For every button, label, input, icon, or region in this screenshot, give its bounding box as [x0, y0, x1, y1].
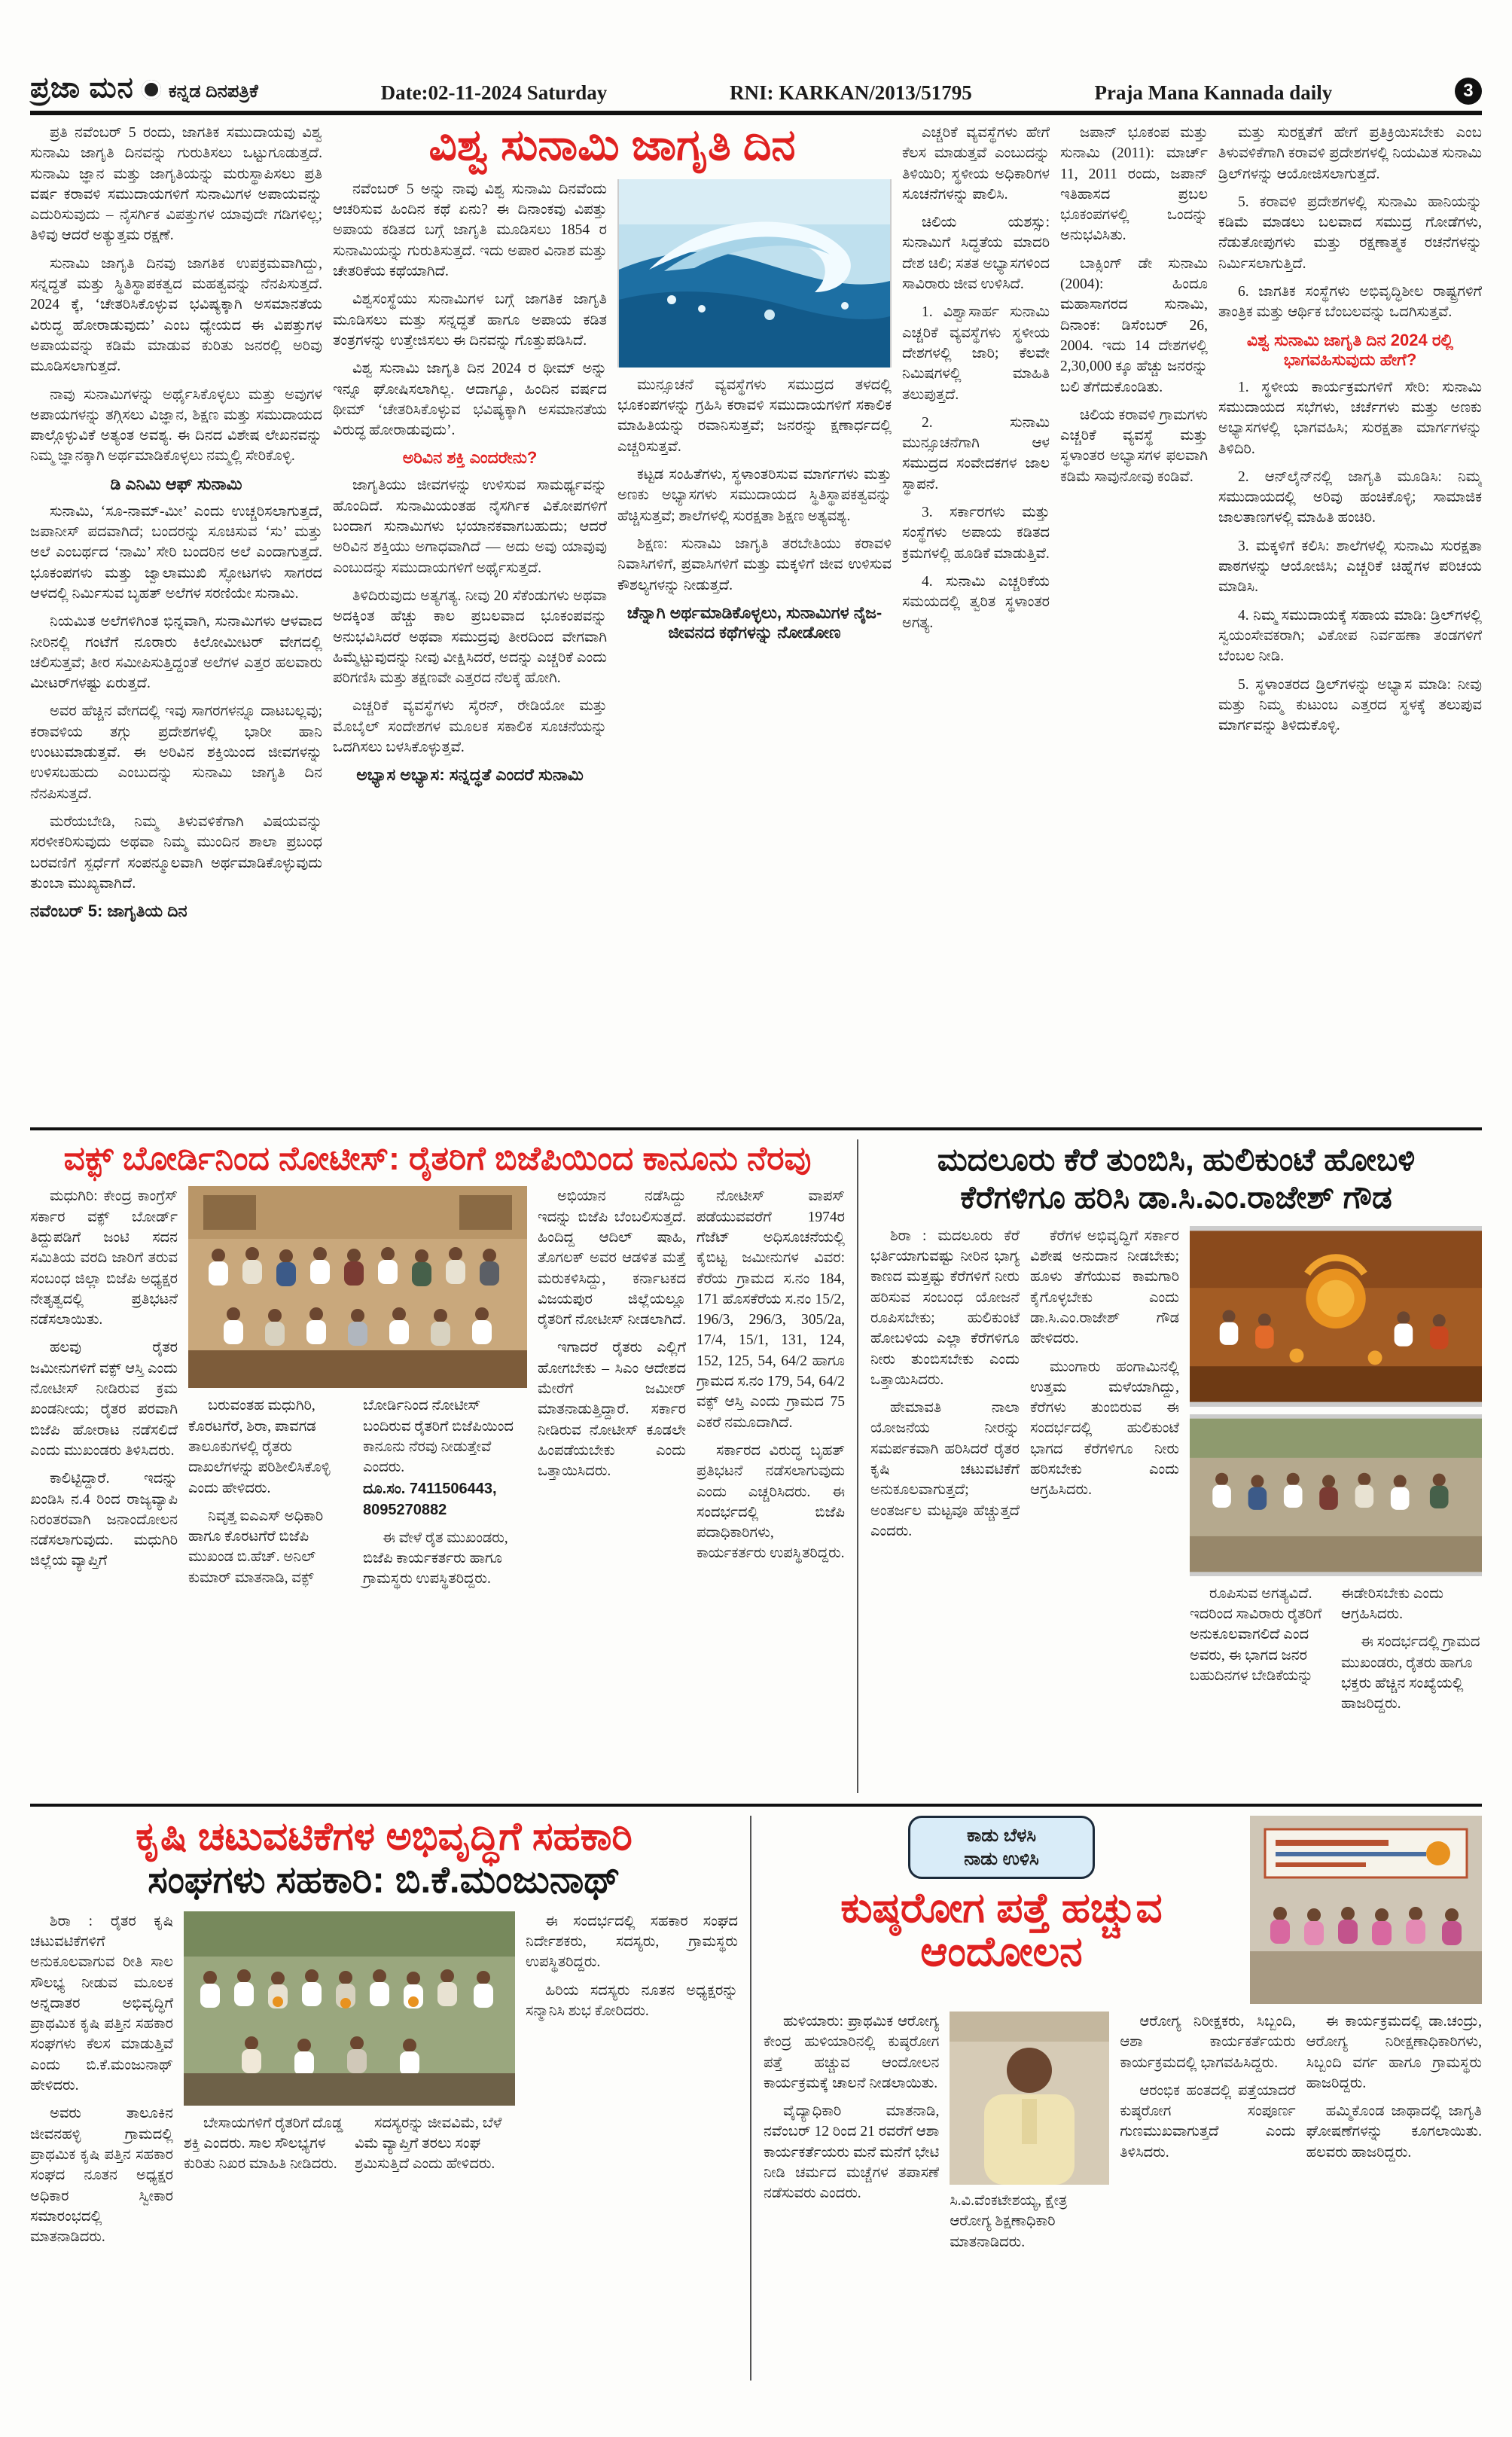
leprosy-col3-text [1120, 2012, 1295, 2163]
tsunami-col1-bottom [30, 502, 322, 894]
kere-pooja-photo [1190, 1226, 1482, 1407]
kere-headline-line2: ಕೆರೆಗಳಿಗೂ ಹರಿಸಿ ಡಾ.ಸಿ.ಎಂ.ರಾಜೇಶ್ ಗೌಡ [960, 1179, 1392, 1215]
krishi-column-1 [30, 1911, 173, 2381]
tsunami-headline: ವಿಶ್ವ ಸುನಾಮಿ ಜಾಗೃತಿ ದಿನ [428, 120, 796, 169]
waqf-body [30, 1186, 845, 1793]
waqf-column-b [538, 1186, 686, 1793]
body-paragraph: ರೂಪಿಸುವ ಅಗತ್ಯವಿದೆ. ಇದರಿಂದ ಸಾವಿರಾರು ರೈತರಿಗೆ ಅನುಕೂಲವಾಗಲಿದೆ ಎಂದ ಅವರು, ಈ ಭಾಗದ ಜನರ ಬಹುದಿನಗಳ ಬೇಡಿಕೆಯನ್ನು ಈಡೇರಿಸಬೇಕು ಎಂದು ಆಗ್ರಹಿಸಿದರು. [1190, 1585, 1443, 1684]
edition-date: Date:02-11-2024 Saturday [380, 81, 608, 104]
tsunami-col2-top [333, 179, 607, 441]
waqf-photo-block [188, 1186, 527, 1793]
body-paragraph: ವಿಶ್ವ ಸುನಾಮಿ ಜಾಗೃತಿ ದಿನ 2024 ರ ಥೀಮ್ ಅನ್ನು ಇನ್ನೂ ಘೋಷಿಸಲಾಗಿಲ್ಲ. ಆದಾಗ್ಯೂ, ಹಿಂದಿನ ವರ್ಷದ ಥೀಮ್ ‘ಚೇತರಿಸಿಕೊಳ್ಳುವ ಭವಿಷ್ಯಕ್ಕಾಗಿ ಅಸಮಾನತೆಯ ವಿರುದ್ಧ ಹೋರಾಡುವುದು’. [333, 361, 607, 439]
tsunami-col2-subhead: ಅರಿವಿನ ಶಕ್ತಿ ಎಂದರೇನು? [402, 448, 538, 468]
tsunami-column-4 [902, 123, 1050, 1117]
kere-body [870, 1226, 1482, 1793]
waqf-phone-numbers: ದೂ.ಸಂ. 7411506443, 8095270882 [363, 1480, 497, 1518]
slogan-box [908, 1816, 1095, 1879]
body-paragraph: ಸದಸ್ಯರನ್ನು ಜೀವವಿಮೆ, ಬೆಳೆ ವಿಮೆ ವ್ಯಾಪ್ತಿಗೆ ತರಲು ಸಂಘ ಶ್ರಮಿಸುತ್ತಿದೆ ಎಂದು ಹೇಳಿದರು. [355, 2115, 502, 2173]
body-paragraph: ಹಮ್ಮಿಕೊಂಡ ಜಾಥಾದಲ್ಲಿ ಜಾಗೃತಿ ಘೋಷಣೆಗಳನ್ನು ಕೂಗಲಾಯಿತು. ಹಲವರು ಹಾಜರಿದ್ದರು. [1306, 2103, 1482, 2161]
body-paragraph: ಶಿರಾ : ಮದಲೂರು ಕೆರೆ ಭರ್ತಿಯಾಗುವಷ್ಟು ನೀರಿನ ಭಾಗ್ಯ ಕಾಣದ ಮತ್ತಷ್ಟು ಕೆರೆಗಳಿಗೆ ನೀರು ಹರಿಸುವ ಸಂಬಂಧ ಯೋಜನೆ ರೂಪಿಸಬೇಕು; ಹುಲಿಕುಂಟೆ ಹೋಬಳಿಯ ಎಲ್ಲಾ ಕೆರೆಗಳಿಗೂ ನೀರು ತುಂಬಿಸಬೇಕು ಎಂದು ಒತ್ತಾಯಿಸಿದರು. [870, 1228, 1020, 1388]
body-paragraph: ಈ ಸಂದರ್ಭದಲ್ಲಿ ಸಹಕಾರ ಸಂಘದ ನಿರ್ದೇಶಕರು, ಸದಸ್ಯರು, ಗ್ರಾಮಸ್ಥರು ಉಪಸ್ಥಿತರಿದ್ದರು. [526, 1913, 738, 1971]
body-paragraph: ಚಿಲಿಯ ಯಶಸ್ಸು: ಸುನಾಮಿಗೆ ಸಿದ್ಧತೆಯ ಮಾದರಿ ದೇಶ ಚಿಲಿ; ಸತತ ಅಭ್ಯಾಸಗಳಿಂದ ಸಾವಿರಾರು ಜೀವ ಉಳಿಸಿದೆ. [902, 215, 1050, 293]
waqf-cola-text [30, 1186, 178, 1571]
leprosy-column-4 [1306, 2012, 1482, 2381]
krishi-headline-line1: ಕೃಷಿ ಚಟುವಟಿಕೆಗಳ ಅಭಿವೃದ್ಧಿಗೆ ಸಹಕಾರಿ [136, 1816, 633, 1859]
tsunami-column-5 [1060, 123, 1208, 1117]
krishi-col1-text [30, 1911, 173, 2248]
tsunami-col6-top [1218, 123, 1482, 323]
kere-under-photo-text [1190, 1584, 1482, 1715]
vertical-divider-2 [750, 1816, 751, 2381]
body-paragraph: ಶಿಕ್ಷಣ: ಸುನಾಮಿ ಜಾಗೃತಿ ತರಬೇತಿಯು ಕರಾವಳಿ ನಿವಾಸಿಗಳಿಗೆ, ಪ್ರವಾಸಿಗಳಿಗೆ ಮತ್ತು ಮಕ್ಕಳಿಗೆ ಜೀವ ಉಳಿಸುವ ಕೌಶಲ್ಯಗಳನ್ನು ನೀಡುತ್ತದೆ. [617, 535, 892, 593]
body-paragraph: ಇಗಾದರೆ ರೈತರು ಎಲ್ಲಿಗೆ ಹೋಗಬೇಕು – ಸಿಎಂ ಆದೇಶದ ಮೇರೆಗೆ ಜಮೀರ್ ಮಾತನಾಡುತ್ತಿದ್ದಾರೆ. ಸರ್ಕಾರ ನೀಡಿರುವ ನೋಟೀಸ್ ಕೂಡಲೇ ಹಿಂಪಡೆಯಬೇಕು ಎಂದು ಒತ್ತಾಯಿಸಿದರು. [538, 1340, 686, 1480]
tsunami-col4-text [902, 123, 1050, 633]
body-paragraph: ಈ ಕಾರ್ಯಕ್ರಮದಲ್ಲಿ ಡಾ.ಚಂದ್ರು, ಆರೋಗ್ಯ ನಿರೀಕ್ಷಣಾಧಿಕಾರಿಗಳು, ಸಿಬ್ಬಂದಿ ವರ್ಗ ಹಾಗೂ ಗ್ರಾಮಸ್ಥರು ಹಾಜರಿದ್ದರು. [1306, 2014, 1482, 2091]
leprosy-headline: ಕುಷ್ಠರೋಗ ಪತ್ತೆ ಹಚ್ಚುವ ಆಂದೋಲನ [840, 1884, 1163, 1975]
body-paragraph: 1. ವಿಶ್ವಾಸಾರ್ಹ ಸುನಾಮಿ ಎಚ್ಚರಿಕೆ ವ್ಯವಸ್ಥೆಗಳು ಸ್ಥಳೀಯ ದೇಶಗಳಲ್ಲಿ ಜಾರಿ; ಕೆಲವೇ ನಿಮಿಷಗಳಲ್ಲಿ ಮಾಹಿತಿ ತಲುಪುತ್ತದೆ. [902, 304, 1050, 403]
waqf-press-meet-photo [188, 1186, 527, 1388]
leprosy-columns [764, 2012, 1482, 2381]
body-paragraph: ಮರೆಯಬೇಡಿ, ನಿಮ್ಮ ತಿಳುವಳಿಕೆಗಾಗಿ ವಿಷಯವನ್ನು ಸರಳೀಕರಿಸುವುದು ಅಥವಾ ನಿಮ್ಮ ಮುಂದಿನ ಶಾಲಾ ಪ್ರಬಂಧ ಬರವಣಿಗೆ ಸ್ಪರ್ಧೆಗೆ ಸಂಪನ್ಮೂಲವಾಗಿ ಅರ್ಥಮಾಡಿಕೊಳ್ಳುವುದು ತುಂಬಾ ಮುಖ್ಯವಾಗಿದೆ. [30, 813, 322, 892]
tsunami-col5-text [1060, 123, 1208, 487]
krishi-headline-line2: ಸಂಘಗಳು ಸಹಕಾರಿ: ಬಿ.ಕೆ.ಮಂಜುನಾಥ್ [148, 1859, 620, 1902]
body-paragraph: ಕಾಲಿಟ್ಟಿದ್ದಾರೆ. ಇದನ್ನು ಖಂಡಿಸಿ ನ.4 ರಿಂದ ರಾಜ್ಯವ್ಯಾಪಿ ನಿರಂತರವಾಗಿ ಜನಾಂದೋಲನ ನಡೆಸಲಾಗುವುದು. ಮಧುಗಿರಿ ಜಿಲ್ಲೆಯ ವ್ಯಾಪ್ತಿಗೆ [30, 1471, 178, 1569]
waqf-column-a [30, 1186, 178, 1793]
body-paragraph: 1. ಸ್ಥಳೀಯ ಕಾರ್ಯಕ್ರಮಗಳಿಗೆ ಸೇರಿ: ಸುನಾಮಿ ಸಮುದಾಯದ ಸಭೆಗಳು, ಚರ್ಚೆಗಳು ಮತ್ತು ಅಣಕು ಅಭ್ಯಾಸಗಳಲ್ಲಿ ಭಾಗವಹಿಸಿ; ಸುರಕ್ಷತಾ ಮಾರ್ಗಗಳನ್ನು ತಿಳಿದಿರಿ. [1218, 379, 1482, 457]
waqf-under-photo-text [188, 1395, 527, 1596]
leprosy-campaign-photo [1250, 1816, 1482, 2004]
waqf-colb-text [538, 1186, 686, 1481]
body-paragraph: ನಾವು ಸುನಾಮಿಗಳನ್ನು ಅರ್ಥೈಸಿಕೊಳ್ಳಲು ಮತ್ತು ಅವುಗಳ ಅಪಾಯಗಳನ್ನು ತಗ್ಗಿಸಲು ವಿಜ್ಞಾನ, ಶಿಕ್ಷಣ ಮತ್ತು ಸಮುದಾಯದ ಪಾಲ್ಗೊಳ್ಳುವಿಕೆ ಅತ್ಯಂತ ಅವಶ್ಯ. ಈ ದಿನದ ವಿಶೇಷ ಲೇಖನವನ್ನು ನಿಮ್ಮ ಜ್ಞಾನಕ್ಕಾಗಿ ಅರ್ಥಮಾಡಿಕೊಳ್ಳಲು ನಮ್ಮಲ್ಲಿ ಸೇರಿಕೊಳ್ಳಿ. [30, 386, 322, 465]
body-paragraph: ಬೇಸಾಯಗಳಿಗೆ ರೈತರಿಗೆ ದೊಡ್ಡ ಶಕ್ತಿ ಎಂದರು. ಸಾಲ ಸೌಲಭ್ಯಗಳ ಕುರಿತು ನಿಖರ ಮಾಹಿತಿ ನೀಡಿದರು. [184, 2115, 343, 2173]
body-paragraph: ಈ ಸಂದರ್ಭದಲ್ಲಿ ಗ್ರಾಮದ ಮುಖಂಡರು, ರೈತರು ಹಾಗೂ ಭಕ್ತರು ಹೆಚ್ಚಿನ ಸಂಖ್ಯೆಯಲ್ಲಿ ಹಾಜರಿದ್ದರು. [1341, 1634, 1480, 1713]
krishi-column-3 [526, 1911, 738, 2381]
body-paragraph: 3. ಮಕ್ಕಳಿಗೆ ಕಲಿಸಿ: ಶಾಲೆಗಳಲ್ಲಿ ಸುನಾಮಿ ಸುರಕ್ಷತಾ ಪಾಠಗಳನ್ನು ಆಯೋಜಿಸಿ; ಎಚ್ಚರಿಕೆ ಚಿಹ್ನೆಗಳ ಪರಿಚಯ ಮಾಡಿಸಿ. [1218, 538, 1482, 596]
kere-group-photo [1190, 1414, 1482, 1576]
body-paragraph: ಮುನ್ಸೂಚನೆ ವ್ಯವಸ್ಥೆಗಳು ಸಮುದ್ರದ ತಳದಲ್ಲಿ ಭೂಕಂಪಗಳನ್ನು ಗ್ರಹಿಸಿ ಕರಾವಳಿ ಸಮುದಾಯಗಳಿಗೆ ಸಕಾಲಿಕ ಮಾಹಿತಿಯನ್ನು ರವಾನಿಸುತ್ತವೆ; ಜನರನ್ನು ಕ್ಷಣಾರ್ಧದಲ್ಲಿ ಎಚ್ಚರಿಸುತ್ತವೆ. [617, 377, 892, 455]
body-paragraph: ಆರಂಭಿಕ ಹಂತದಲ್ಲಿ ಪತ್ತೆಯಾದರೆ ಕುಷ್ಠರೋಗ ಸಂಪೂರ್ಣ ಗುಣಮುಖವಾಗುತ್ತದೆ ಎಂದು ತಿಳಿಸಿದರು. [1120, 2082, 1296, 2161]
body-paragraph: ಹೇಮಾವತಿ ನಾಲಾ ಯೋಜನೆಯ ನೀರನ್ನು ಸಮರ್ಪಕವಾಗಿ ಹರಿಸಿದರೆ ರೈತರ ಕೃಷಿ ಚಟುವಟಿಕೆಗೆ ಅನುಕೂಲವಾಗುತ್ತದೆ; ಅಂತರ್ಜಲ ಮಟ್ಟವೂ ಹೆಚ್ಚುತ್ತದೆ ಎಂದರು. [870, 1400, 1020, 1539]
kere-headline-line1: ಮದಲೂರು ಕೆರೆ ತುಂಬಿಸಿ, ಹುಲಿಕುಂಟೆ ಹೋಬಳಿ [937, 1142, 1416, 1177]
tsunami-column-1 [30, 123, 322, 1117]
body-paragraph: ಮತ್ತು ಸುರಕ್ಷತೆಗೆ ಹೇಗೆ ಪ್ರತಿಕ್ರಿಯಿಸಬೇಕು ಎಂಬ ತಿಳುವಳಿಕೆಗಾಗಿ ಕರಾವಳಿ ಪ್ರದೇಶಗಳಲ್ಲಿ ನಿಯಮಿತ ಸುನಾಮಿ ಡ್ರಿಲ್‌ಗಳನ್ನು ಆಯೋಜಿಸಲಾಗುತ್ತದೆ. [1218, 125, 1482, 182]
kere-column-1 [870, 1226, 1020, 1793]
body-paragraph: ಆರೋಗ್ಯ ನಿರೀಕ್ಷಕರು, ಸಿಬ್ಬಂದಿ, ಆಶಾ ಕಾರ್ಯಕರ್ತೆಯರು ಕಾರ್ಯಕ್ರಮದಲ್ಲಿ ಭಾಗವಹಿಸಿದ್ದರು. [1120, 2014, 1296, 2071]
tsunami-col6-bottom [1218, 377, 1482, 737]
tsunami-center-columns [333, 179, 892, 1117]
newspaper-brand [30, 72, 258, 105]
leprosy-col1-text [764, 2012, 939, 2204]
krishi-felicitation-photo [184, 1911, 515, 2106]
body-paragraph: ನೋಟೀಸ್ ವಾಪಸ್ ಪಡೆಯುವವರೆಗೆ 1974ರ ಗೆಜೆಟ್ ಅಧಿಸೂಚನೆಯಲ್ಲಿ ಕೈಬಿಟ್ಟ ಜಮೀನುಗಳ ವಿವರ: ಕೆರೆಯ ಗ್ರಾಮದ ಸ.ನಂ 184, 171 ಹೊಸಕೆರೆಯ ಸ.ನಂ 15/2, 196/3, 296/3, 305/2a, 17/4, 15/1, 131, 124, 152, 125, 54, 64/2 ಹಾಗೂ ಗ್ರಾಮದ ಸ.ನಂ 179, 54, 64/2 ವಕ್ಫ್ ಆಸ್ತಿ ಎಂದು ಗ್ರಾಮದ 75 ಎಕರೆ ನಮೂದಾಗಿದೆ. [697, 1188, 845, 1431]
waqf-colc-text [697, 1186, 845, 1563]
tsunami-column-2 [333, 179, 607, 1117]
kere-headline [870, 1141, 1482, 1217]
leprosy-headline-block [764, 1816, 1239, 2004]
brand-subtitle: ಕನ್ನಡ ದಿನಪತ್ರಿಕೆ [168, 81, 258, 102]
masthead [0, 0, 1512, 111]
kere-col1-text [870, 1226, 1020, 1542]
body-paragraph: 2. ಸುನಾಮಿ ಮುನ್ಸೂಚನೆಗಾಗಿ ಆಳ ಸಮುದ್ರದ ಸಂವೇದಕಗಳ ಜಾಲ ಸ್ಥಾಪನೆ. [902, 414, 1050, 493]
tsunami-column-6 [1218, 123, 1482, 1117]
body-paragraph: ಚಿಲಿಯ ಕರಾವಳಿ ಗ್ರಾಮಗಳು ಎಚ್ಚರಿಕೆ ವ್ಯವಸ್ಥೆ ಮತ್ತು ಸ್ಥಳಾಂತರ ಅಭ್ಯಾಸಗಳ ಫಲವಾಗಿ ಕಡಿಮೆ ಸಾವುನೋವು ಕಂಡಿವೆ. [1060, 407, 1208, 485]
tsunami-center-block [333, 120, 892, 1117]
body-paragraph: ಅಭಿಯಾನ ನಡೆಸಿದ್ದು ಇದನ್ನು ಬಿಜೆಪಿ ಬೆಂಬಲಿಸುತ್ತದೆ. ಹಿಂದಿದ್ದ ಆದಿಲ್ ಷಾಹಿ, ತೊಗಲಕ್ ಅವರ ಆಡಳಿತ ಮತ್ತೆ ಮರುಕಳಿಸಿದ್ದು, ಕರ್ನಾಟಕದ ವಿಜಯಪುರ ಜಿಲ್ಲೆಯಲ್ಲೂ ರೈತರಿಗೆ ನೋಟೀಸ್ ನೀಡಲಾಗಿದೆ. [538, 1188, 686, 1328]
page-number-badge: 3 [1455, 78, 1482, 105]
article-kere [870, 1139, 1482, 1793]
body-paragraph: ಶಿರಾ : ರೈತರ ಕೃಷಿ ಚಟುವಟಿಕೆಗಳಿಗೆ ಅನುಕೂಲವಾಗುವ ರೀತಿ ಸಾಲ ಸೌಲಭ್ಯ ನೀಡುವ ಮೂಲಕ ಅನ್ನದಾತರ ಅಭಿವೃದ್ಧಿಗೆ ಪ್ರಾಥಮಿಕ ಕೃಷಿ ಪತ್ತಿನ ಸಹಕಾರ ಸಂಘಗಳು ಕೆಲಸ ಮಾಡುತ್ತಿವೆ ಎಂದು ಬಿ.ಕೆ.ಮಂಜುನಾಥ್ ಹೇಳಿದರು. [30, 1913, 173, 2094]
rni-number: RNI: KARKAN/2013/51795 [730, 81, 972, 104]
leprosy-top-row [764, 1816, 1482, 2004]
tsunami-col6-subhead: ವಿಶ್ವ ಸುನಾಮಿ ಜಾಗೃತಿ ದಿನ 2024 ರಲ್ಲಿ ಭಾಗವಹಿಸುವುದು ಹೇಗೆ? [1246, 330, 1454, 369]
leprosy-speaker-caption: ಸಿ.ವಿ.ವೆಂಕಟೇಶಯ್ಯ, ಕ್ಷೇತ್ರ ಆರೋಗ್ಯ ಶಿಕ್ಷಣಾಧಿಕಾರಿ ಮಾತನಾಡಿದರು. [950, 2193, 1068, 2250]
slogan-line2: ನಾಡು ಉಳಿಸಿ [964, 1849, 1039, 1870]
article-krishi [30, 1816, 738, 2381]
tsunami-column-3 [617, 179, 892, 1117]
brand-kannada-title: ಪ್ರಜಾ ಮನ [30, 72, 134, 104]
body-paragraph: ಬರುವಂತಹ ಮಧುಗಿರಿ, ಕೊರಟಗೆರೆ, ಶಿರಾ, ಪಾವಗಡ ತಾಲೂಕುಗಳಲ್ಲಿ ರೈತರು ದಾಖಲೆಗಳನ್ನು ಪರಿಶೀಲಿಸಿಕೊಳ್ಳಿ ಎಂದು ಹೇಳಿದರು. [188, 1398, 331, 1496]
body-paragraph: ಜಪಾನ್ ಭೂಕಂಪ ಮತ್ತು ಸುನಾಮಿ (2011): ಮಾರ್ಚ್ 11, 2011 ರಂದು, ಜಪಾನ್ ಇತಿಹಾಸದ ಪ್ರಬಲ ಭೂಕಂಪಗಳಲ್ಲಿ ಒಂದನ್ನು ಅನುಭವಿಸಿತು. [1060, 125, 1208, 244]
body-paragraph: ಪ್ರತಿ ನವೆಂಬರ್ 5 ರಂದು, ಜಾಗತಿಕ ಸಮುದಾಯವು ವಿಶ್ವ ಸುನಾಮಿ ಜಾಗೃತಿ ದಿನವನ್ನು ಗುರುತಿಸಲು ಒಟ್ಟುಗೂಡುತ್ತದೆ. ಸುನಾಮಿ ಜ್ಞಾನ ಮತ್ತು ಜಾಗೃತಿಯನ್ನು ಮರುಸ್ಥಾಪಿಸಲು ಪ್ರತಿ ವರ್ಷ ಕರಾವಳಿ ಸಮುದಾಯಗಳಿಗೆ ಸುನಾಮಿಗಳ ಅಪಾಯವನ್ನು ಎದುರಿಸುವುದು – ನೈಸರ್ಗಿಕ ವಿಪತ್ತುಗಳ ಯಾವುದೇ ಗಡಿಗಳಿಲ್ಲ; ತಿಳಿವು ಆದರೆ ಅತ್ಯುತ್ತಮ ರಕ್ಷಣೆ. [30, 125, 322, 244]
body-paragraph: ಅವರು ತಾಲೂಕಿನ ಜೀವನಹಳ್ಳಿ ಗ್ರಾಮದಲ್ಲಿ ಪ್ರಾಥಮಿಕ ಕೃಷಿ ಪತ್ತಿನ ಸಹಕಾರ ಸಂಘದ ನೂತನ ಅಧ್ಯಕ್ಷರ ಅಧಿಕಾರ ಸ್ವೀಕಾರ ಸಮಾರಂಭದಲ್ಲಿ ಮಾತನಾಡಿದರು. [30, 2106, 173, 2246]
tsunami-col1-subhead: ಡಿ ಎನಿಮಿ ಆಫ್ ಸುನಾಮಿ [110, 474, 242, 493]
krishi-under-photo-text [184, 2113, 515, 2182]
brand-emblem-icon [142, 80, 161, 99]
body-paragraph: 5. ಕರಾವಳಿ ಪ್ರದೇಶಗಳಲ್ಲಿ ಸುನಾಮಿ ಹಾನಿಯನ್ನು ಕಡಿಮೆ ಮಾಡಲು ಬಲವಾದ ಸಮುದ್ರ ಗೋಡೆಗಳು, ನೆಡುತೋಪುಗಳು ಮತ್ತು ರಕ್ಷಣಾತ್ಮಕ ರಚನೆಗಳನ್ನು ನಿರ್ಮಿಸಲಾಗುತ್ತಿದೆ. [1218, 194, 1482, 272]
body-paragraph: ನಿಯಮಿತ ಅಲೆಗಳಿಗಿಂತ ಭಿನ್ನವಾಗಿ, ಸುನಾಮಿಗಳು ಆಳವಾದ ನೀರಿನಲ್ಲಿ ಗಂಟೆಗೆ ನೂರಾರು ಕಿಲೋಮೀಟರ್ ವೇಗದಲ್ಲಿ ಚಲಿಸುತ್ತವೆ; ತೀರ ಸಮೀಪಿಸುತ್ತಿದ್ದಂತೆ ಅಲೆಗಳ ಎತ್ತರ ಹಲವಾರು ಮೀಟರ್‌ಗಳಷ್ಟು ಏರುತ್ತದೆ. [30, 614, 322, 692]
krishi-body [30, 1911, 738, 2381]
body-paragraph: ಕೆರೆಗಳ ಅಭಿವೃದ್ಧಿಗೆ ಸರ್ಕಾರ ವಿಶೇಷ ಅನುದಾನ ನೀಡಬೇಕು; ಹೂಳು ತೆಗೆಯುವ ಕಾಮಗಾರಿ ಕೈಗೊಳ್ಳಬೇಕು ಎಂದು ಡಾ.ಸಿ.ಎಂ.ರಾಜೇಶ್ ಗೌಡ ಹೇಳಿದರು. [1030, 1228, 1179, 1347]
kere-photo-block [1190, 1226, 1482, 1793]
body-paragraph: ನವೆಂಬರ್ 5 ಅನ್ನು ನಾವು ವಿಶ್ವ ಸುನಾಮಿ ದಿನವೆಂದು ಆಚರಿಸುವ ಹಿಂದಿನ ಕಥೆ ಏನು? ಈ ದಿನಾಂಕವು ವಿಪತ್ತು ಅಪಾಯ ಕಡಿತದ ಬಗ್ಗೆ ಜಾಗೃತಿ ಮೂಡಿಸಲು 1854 ರ ಸುನಾಮಿಯನ್ನು ಗುರುತಿಸುತ್ತದೆ. ಇದು ಅಪಾರ ವಿನಾಶ ಮತ್ತು ಚೇತರಿಕೆಯ ಕಥೆಯಾಗಿದೆ. [333, 181, 607, 280]
leprosy-speaker-block [950, 2012, 1109, 2381]
body-paragraph: ಎಚ್ಚರಿಕೆ ವ್ಯವಸ್ಥೆಗಳು ಸೈರನ್, ರೇಡಿಯೋ ಮತ್ತು ಮೊಬೈಲ್ ಸಂದೇಶಗಳ ಮೂಲಕ ಸಕಾಲಿಕ ಸೂಚನೆಯನ್ನು ಒದಗಿಸಲು ಬಳಸಿಕೊಳ್ಳುತ್ತವೆ. [333, 698, 607, 756]
body-paragraph: 6. ಜಾಗತಿಕ ಸಂಸ್ಥೆಗಳು ಅಭಿವೃದ್ಧಿಶೀಲ ರಾಷ್ಟ್ರಗಳಿಗೆ ತಾಂತ್ರಿಕ ಮತ್ತು ಆರ್ಥಿಕ ಬೆಂಬಲವನ್ನು ಒದಗಿಸುತ್ತವೆ. [1218, 284, 1482, 321]
leprosy-column-3 [1120, 2012, 1295, 2381]
tsunami-col2-tail: ಅಭ್ಯಾಸ ಅಭ್ಯಾಸ: ಸನ್ನದ್ಧತೆ ಎಂದರೆ ಸುನಾಮಿ [356, 765, 584, 785]
body-paragraph: ಅವರ ಹೆಚ್ಚಿನ ವೇಗದಲ್ಲಿ ಇವು ಸಾಗರಗಳನ್ನೂ ದಾಟಬಲ್ಲವು; ಕರಾವಳಿಯ ತಗ್ಗು ಪ್ರದೇಶಗಳಲ್ಲಿ ಭಾರೀ ಹಾನಿ ಉಂಟುಮಾಡುತ್ತವೆ. ಈ ಅರಿವಿನ ಶಕ್ತಿಯಿಂದ ಜೀವಗಳನ್ನು ಉಳಿಸಬಹುದು ಎಂಬುದನ್ನು ಸುನಾಮಿ ಜಾಗೃತಿ ದಿನ ನೆನಪಿಸುತ್ತದೆ. [30, 703, 322, 802]
body-paragraph: 4. ನಿಮ್ಮ ಸಮುದಾಯಕ್ಕೆ ಸಹಾಯ ಮಾಡಿ: ಡ್ರಿಲ್‌ಗಳಲ್ಲಿ ಸ್ವಯಂಸೇವಕರಾಗಿ; ವಿಕೋಪ ನಿರ್ವಹಣಾ ತಂಡಗಳಿಗೆ ಬೆಂಬಲ ನೀಡಿ. [1218, 607, 1482, 665]
body-paragraph: ಹಿರಿಯ ಸದಸ್ಯರು ನೂತನ ಅಧ್ಯಕ್ಷರನ್ನು ಸನ್ಮಾನಿಸಿ ಶುಭ ಕೋರಿದರು. [526, 1982, 738, 2019]
body-paragraph: 2. ಆನ್‌ಲೈನ್‌ನಲ್ಲಿ ಜಾಗೃತಿ ಮೂಡಿಸಿ: ನಿಮ್ಮ ಸಮುದಾಯದಲ್ಲಿ ಅರಿವು ಹಂಚಿಕೊಳ್ಳಿ; ಸಾಮಾಜಿಕ ಜಾಲತಾಣಗಳಲ್ಲಿ ಮಾಹಿತಿ ಹಂಚಿರಿ. [1218, 468, 1482, 526]
body-paragraph: ಹುಳಿಯಾರು: ಪ್ರಾಥಮಿಕ ಆರೋಗ್ಯ ಕೇಂದ್ರ ಹುಳಿಯಾರಿನಲ್ಲಿ ಕುಷ್ಠರೋಗ ಪತ್ತೆ ಹಚ್ಚುವ ಆಂದೋಲನ ಕಾರ್ಯಕ್ರಮಕ್ಕೆ ಚಾಲನೆ ನೀಡಲಾಯಿತು. [764, 2014, 940, 2091]
vertical-divider-1 [857, 1139, 858, 1793]
tsunami-col2-bottom [333, 475, 607, 758]
body-paragraph: ಕಟ್ಟಡ ಸಂಹಿತೆಗಳು, ಸ್ಥಳಾಂತರಿಸುವ ಮಾರ್ಗಗಳು ಮತ್ತು ಅಣಕು ಅಭ್ಯಾಸಗಳು ಸಮುದಾಯದ ಸ್ಥಿತಿಸ್ಥಾಪಕತ್ವವನ್ನು ಹೆಚ್ಚಿಸುತ್ತವೆ; ಶಾಲೆಗಳಲ್ಲಿ ಸುರಕ್ಷತಾ ಶಿಕ್ಷಣ ಅತ್ಯವಶ್ಯ. [617, 467, 892, 524]
tsunami-wave-photo [617, 179, 892, 368]
body-paragraph: ನಿವೃತ್ತ ಐಎಎಸ್ ಅಧಿಕಾರಿ ಹಾಗೂ ಕೊರಟಗೆರೆ ಬಿಜೆಪಿ ಮುಖಂಡ ಬಿ.ಹೆಚ್. ಅನಿಲ್ ಕುಮಾರ್ ಮಾತನಾಡಿ, ವಕ್ಫ್ ಬೋರ್ಡಿನಿಂದ ನೋಟೀಸ್ ಬಂದಿರುವ ರೈತರಿಗೆ ಬಿಜೆಪಿಯಿಂದ ಕಾನೂನು ನೆರವು ನೀಡುತ್ತೇವೆ ಎಂದರು. [188, 1398, 514, 1586]
tsunami-col1-tail: ನವೆಂಬರ್ 5: ಜಾಗೃತಿಯ ದಿನ [30, 901, 187, 921]
krishi-under-photo-paras [184, 2113, 515, 2182]
leprosy-col4-text [1306, 2012, 1482, 2163]
body-paragraph: ವಿಶ್ವಸಂಸ್ಥೆಯು ಸುನಾಮಿಗಳ ಬಗ್ಗೆ ಜಾಗತಿಕ ಜಾಗೃತಿ ಮೂಡಿಸಲು ಮತ್ತು ಸನ್ನದ್ಧತೆ ಹಾಗೂ ಅಪಾಯ ಕಡಿತ ತಂತ್ರಗಳನ್ನು ಉತ್ತೇಜಿಸಲು ಈ ದಿನವನ್ನು ಗೊತ್ತುಪಡಿಸಿದೆ. [333, 291, 607, 349]
body-paragraph: ತಿಳಿದಿರುವುದು ಅತ್ಯಗತ್ಯ. ನೀವು 20 ಸೆಕೆಂಡುಗಳು ಅಥವಾ ಅದಕ್ಕಿಂತ ಹೆಚ್ಚು ಕಾಲ ಪ್ರಬಲವಾದ ಭೂಕಂಪವನ್ನು ಅನುಭವಿಸಿದರೆ ಅಥವಾ ಸಮುದ್ರವು ತೀರದಿಂದ ವೇಗವಾಗಿ ಹಿಮ್ಮೆಟ್ಟುವುದನ್ನು ನೀವು ವೀಕ್ಷಿಸಿದರೆ, ಅದನ್ನು ಎಚ್ಚರಿಕೆ ಎಂದು ಪರಿಗಣಿಸಿ ಮತ್ತು ತಕ್ಷಣವೇ ಎತ್ತರದ ನೆಲಕ್ಕೆ ಹೋಗಿ. [333, 587, 607, 687]
body-paragraph: ಸುನಾಮಿ ಜಾಗೃತಿ ದಿನವು ಜಾಗತಿಕ ಉಪಕ್ರಮವಾಗಿದ್ದು, ಸನ್ನದ್ಧತೆ ಮತ್ತು ಸ್ಥಿತಿಸ್ಥಾಪಕತ್ವದ ಮಹತ್ವವನ್ನು ನೆನಪಿಸುತ್ತದೆ. 2024 ಕ್ಕೆ, ‘ಚೇತರಿಸಿಕೊಳ್ಳುವ ಭವಿಷ್ಯಕ್ಕಾಗಿ ಅಸಮಾನತೆಯ ವಿರುದ್ಧ ಹೋರಾಡುವುದು’ ಎಂಬ ಧ್ಯೇಯದ ಈ ವಿಪತ್ತುಗಳ ಅಪಾಯವನ್ನು ಕಡಿಮೆ ಮಾಡುವ ಕುರಿತು ಜನರಲ್ಲಿ ಅರಿವು ಮೂಡಿಸಲಾಗುತ್ತದೆ. [30, 255, 322, 375]
body-paragraph: ಮುಂಗಾರು ಹಂಗಾಮಿನಲ್ಲಿ ಉತ್ತಮ ಮಳೆಯಾಗಿದ್ದು, ಕೆರೆಗಳು ತುಂಬಿರುವ ಈ ಸಂದರ್ಭದಲ್ಲಿ ಹುಲಿಕುಂಟೆ ಭಾಗದ ಕೆರೆಗಳಿಗೂ ನೀರು ಹರಿಸಬೇಕು ಎಂದು ಆಗ್ರಹಿಸಿದರು. [1030, 1359, 1179, 1499]
body-paragraph: 4. ಸುನಾಮಿ ಎಚ್ಚರಿಕೆಯ ಸಮಯದಲ್ಲಿ ತ್ವರಿತ ಸ್ಥಳಾಂತರ ಅಗತ್ಯ. [902, 573, 1050, 631]
leprosy-speaker-photo [950, 2012, 1109, 2185]
slogan-line1: ಕಾಡು ಬೆಳಸಿ [967, 1825, 1036, 1846]
body-paragraph: ಸರ್ಕಾರದ ವಿರುದ್ಧ ಬೃಹತ್ ಪ್ರತಿಭಟನೆ ನಡೆಸಲಾಗುವುದು ಎಂದು ಎಚ್ಚರಿಸಿದರು. ಈ ಸಂದರ್ಭದಲ್ಲಿ ಬಿಜೆಪಿ ಪದಾಧಿಕಾರಿಗಳು, ಕಾರ್ಯಕರ್ತರು ಉಪಸ್ಥಿತರಿದ್ದರು. [697, 1442, 845, 1562]
leprosy-column-1 [764, 2012, 939, 2381]
bottom-section [0, 1807, 1512, 2381]
kere-under-photo-paras [1190, 1584, 1482, 1715]
waqf-column-c [697, 1186, 845, 1793]
kere-column-2 [1030, 1226, 1179, 1793]
body-paragraph: ಎಚ್ಚರಿಕೆ ವ್ಯವಸ್ಥೆಗಳು ಹೇಗೆ ಕೆಲಸ ಮಾಡುತ್ತವೆ ಎಂಬುದನ್ನು ತಿಳಿಯಿರಿ; ಸ್ಥಳೀಯ ಅಧಿಕಾರಿಗಳ ಸೂಚನೆಗಳನ್ನು ಪಾಲಿಸಿ. [902, 125, 1050, 203]
article-tsunami [0, 115, 1512, 1127]
body-paragraph: ಬಾಕ್ಸಿಂಗ್ ಡೇ ಸುನಾಮಿ (2004): ಹಿಂದೂ ಮಹಾಸಾಗರದ ಸುನಾಮಿ, ದಿನಾಂಕ: ಡಿಸೆಂಬರ್ 26, 2004. ಇದು 14 ದೇಶಗಳಲ್ಲಿ 2,30,000 ಕ್ಕೂ ಹೆಚ್ಚು ಜನರನ್ನು ಬಲಿ ತೆಗೆದುಕೊಂಡಿತು. [1060, 255, 1208, 395]
tsunami-col3-tail: ಚೆನ್ನಾಗಿ ಅರ್ಥಮಾಡಿಕೊಳ್ಳಲು, ಸುನಾಮಿಗಳ ನೈಜ-ಜೀವನದ ಕಥೆಗಳನ್ನು ನೋಡೋಣ [626, 602, 883, 642]
krishi-col3-text [526, 1911, 738, 2021]
article-leprosy [764, 1816, 1482, 2381]
body-paragraph: 3. ಸರ್ಕಾರಗಳು ಮತ್ತು ಸಂಸ್ಥೆಗಳು ಅಪಾಯ ಕಡಿತದ ಕ್ರಮಗಳಲ್ಲಿ ಹೂಡಿಕೆ ಮಾಡುತ್ತಿವೆ. [902, 505, 1050, 562]
body-paragraph: ಜಾಗೃತಿಯು ಜೀವಗಳನ್ನು ಉಳಿಸುವ ಸಾಮರ್ಥ್ಯವನ್ನು ಹೊಂದಿದೆ. ಸುನಾಮಿಯಂತಹ ನೈಸರ್ಗಿಕ ವಿಕೋಪಗಳಿಗೆ ಬಂದಾಗ ಸುನಾಮಿಗಳು ಭಯಾನಕವಾಗಬಹುದು; ಆದರೆ ಅರಿವಿನ ಶಕ್ತಿಯು ಅಗಾಧವಾಗಿದೆ — ಅದು ಅವು ಯಾವುವು ಎಂಬುದನ್ನು ಸಮುದಾಯಗಳಿಗೆ ಅರ್ಥೈಸುತ್ತದೆ. [333, 477, 607, 576]
tsunami-col1-top [30, 123, 322, 467]
body-paragraph: 5. ಸ್ಥಳಾಂತರದ ಡ್ರಿಲ್‌ಗಳನ್ನು ಅಭ್ಯಾಸ ಮಾಡಿ: ನೀವು ಮತ್ತು ನಿಮ್ಮ ಕುಟುಂಬ ಎತ್ತರದ ಸ್ಥಳಕ್ಕೆ ತಲುಪುವ ಮಾರ್ಗವನ್ನು ತಿಳಿದುಕೊಳ್ಳಿ. [1218, 676, 1482, 734]
paper-name-english: Praja Mana Kannada daily [1094, 81, 1333, 104]
waqf-headline: ವಕ್ಫ್ ಬೋರ್ಡಿನಿಂದ ನೋಟೀಸ್: ರೈತರಿಗೆ ಬಿಜೆಪಿಯಿಂದ ಕಾನೂನು ನೆರವು [63, 1140, 812, 1177]
middle-section [0, 1130, 1512, 1804]
kere-col2-text [1030, 1226, 1179, 1501]
article-waqf [30, 1139, 845, 1793]
body-paragraph: ವೈದ್ಯಾಧಿಕಾರಿ ಮಾತನಾಡಿ, ನವೆಂಬರ್ 12 ರಿಂದ 21 ರವರೆಗೆ ಆಶಾ ಕಾರ್ಯಕರ್ತೆಯರು ಮನೆ ಮನೆಗೆ ಭೇಟಿ ನೀಡಿ ಚರ್ಮದ ಮಚ್ಚೆಗಳ ತಪಾಸಣೆ ನಡೆಸುವರು ಎಂದರು. [764, 2103, 940, 2202]
tsunami-col3-text [617, 375, 892, 596]
body-paragraph: ಮಧುಗಿರಿ: ಕೇಂದ್ರ ಕಾಂಗ್ರೆಸ್ ಸರ್ಕಾರ ವಕ್ಫ್ ಬೋರ್ಡ್ ತಿದ್ದುಪಡಿಗೆ ಜಂಟಿ ಸದನ ಸಮಿತಿಯ ವರದಿ ಜಾರಿಗೆ ತರುವ ಸಂಬಂಧ ಜಿಲ್ಲಾ ಬಿಜೆಪಿ ಅಧ್ಯಕ್ಷರ ನೇತೃತ್ವದಲ್ಲಿ ಪ್ರತಿಭಟನೆ ನಡೆಸಲಾಯಿತು. [30, 1188, 178, 1328]
krishi-photo-block [184, 1911, 515, 2381]
waqf-under-photo-tail: ಈ ವೇಳೆ ರೈತ ಮುಖಂಡರು, ಬಿಜೆಪಿ ಕಾರ್ಯಕರ್ತರು ಹಾಗೂ ಗ್ರಾಮಸ್ಥರು ಉಪಸ್ಥಿತರಿದ್ದರು. [363, 1530, 508, 1588]
body-paragraph: ಸುನಾಮಿ, ‘ಸೂ-ನಾಮ್-ಮೀ’ ಎಂದು ಉಚ್ಚರಿಸಲಾಗುತ್ತದೆ, ಜಪಾನೀಸ್ ಪದವಾಗಿದೆ; ಬಂದರನ್ನು ಸೂಚಿಸುವ ‘ಸು’ ಮತ್ತು ಅಲೆ ಎಂಬರ್ಥದ ‘ನಾಮಿ’ ಸೇರಿ ಬಂದರಿನ ಅಲೆ ಎಂದಾಗುತ್ತದೆ. ಭೂಕಂಪಗಳು ಮತ್ತು ಜ್ವಾಲಾಮುಖಿ ಸ್ಫೋಟಗಳು ಸಾಗರದ ಆಳದಲ್ಲಿ ನಿರ್ಮಿಸುವ ಬೃಹತ್ ಅಲೆಗಳ ಸರಣಿಯೇ ಸುನಾಮಿ. [30, 503, 322, 602]
body-paragraph: ಹಲವು ರೈತರ ಜಮೀನುಗಳಿಗೆ ವಕ್ಫ್ ಆಸ್ತಿ ಎಂದು ನೋಟೀಸ್ ನೀಡಿರುವ ಕ್ರಮ ಖಂಡನೀಯ; ರೈತರ ಪರವಾಗಿ ಬಿಜೆಪಿ ಹೋರಾಟ ನಡೆಸಲಿದೆ ಎಂದು ಮುಖಂಡರು ತಿಳಿಸಿದರು. [30, 1340, 178, 1459]
